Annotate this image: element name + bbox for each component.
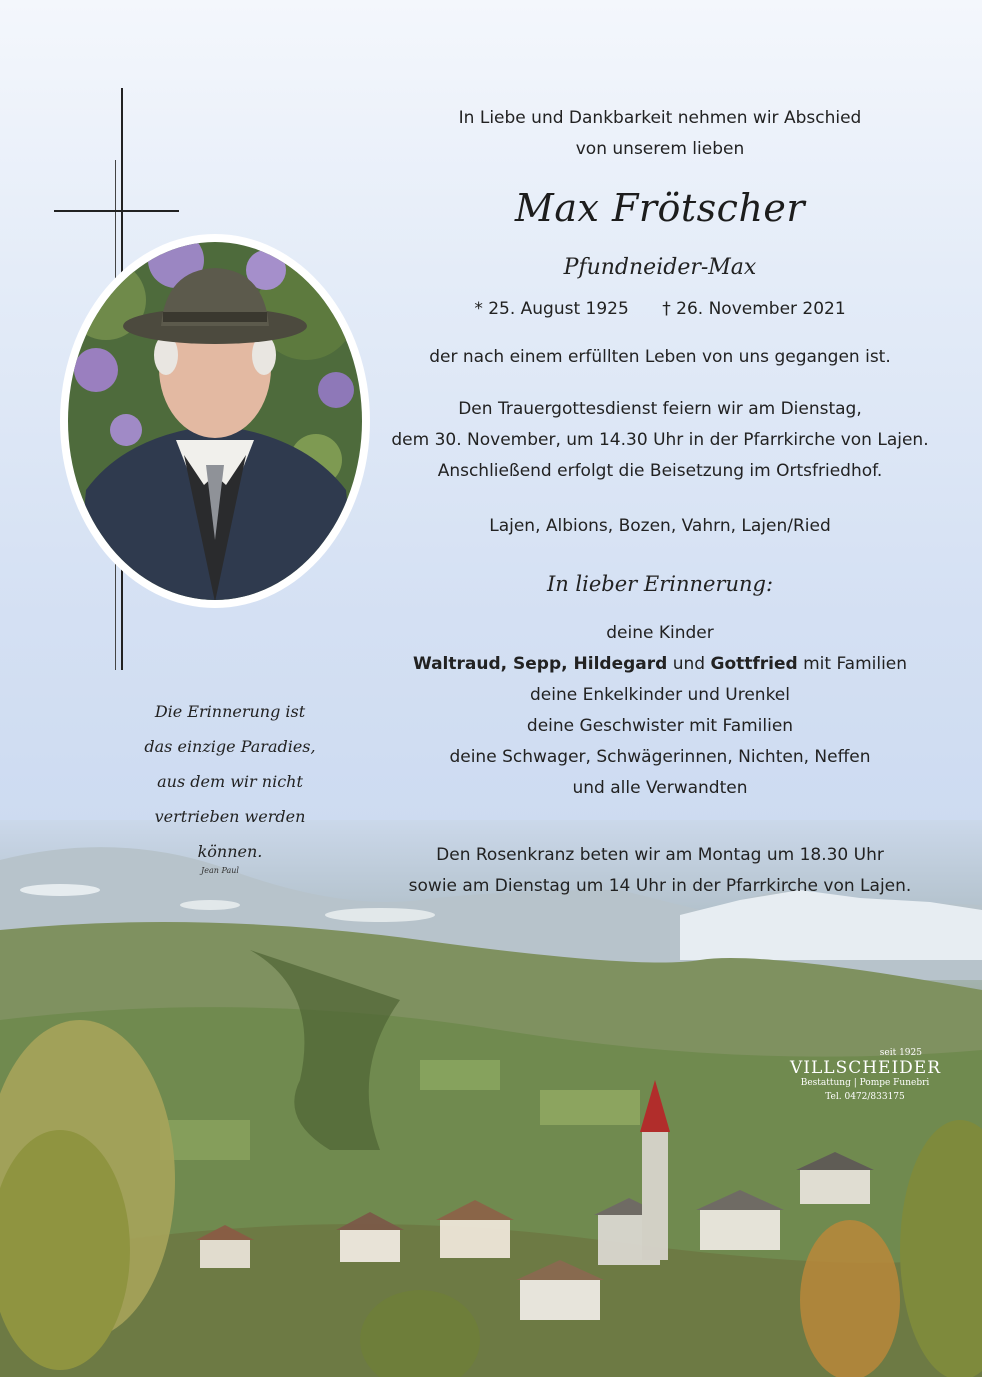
mourners-line: und alle Verwandten bbox=[572, 778, 748, 798]
mourners-line: deine Geschwister mit Familien bbox=[526, 716, 794, 736]
life-dates bbox=[380, 294, 940, 325]
deceased-name: Max Frötscher bbox=[514, 186, 806, 230]
separator: , bbox=[561, 654, 574, 674]
birth-date: * 25. August 1925 bbox=[474, 299, 629, 319]
funeral-service-text bbox=[380, 394, 940, 487]
memorial-quote bbox=[110, 694, 350, 869]
rosary-line: Den Rosenkranz beten wir am Montag um 18.30 Uhr bbox=[436, 845, 884, 865]
separator: , bbox=[500, 654, 514, 674]
quote-line: aus dem wir nicht bbox=[157, 772, 303, 791]
intro-text bbox=[380, 103, 940, 165]
with-families-text: mit Familien bbox=[797, 654, 908, 674]
logo-phone: Tel. 0472/833175 bbox=[825, 1092, 905, 1102]
rosary-line: sowie am Dienstag um 14 Uhr in der Pfarrkirche von Lajen. bbox=[408, 876, 912, 896]
passed-text: der nach einem erfüllten Leben von uns gegangen ist. bbox=[429, 347, 891, 367]
logo-since: seit 1925 bbox=[879, 1048, 922, 1058]
portrait-photo bbox=[66, 240, 364, 602]
quote-line: vertrieben werden bbox=[154, 807, 306, 826]
quote-line: Die Erinnerung ist bbox=[154, 702, 306, 721]
deceased-nickname: Pfundneider-Max bbox=[563, 255, 757, 280]
child-name: Gottfried bbox=[710, 654, 798, 674]
quote-line: können. bbox=[197, 842, 263, 861]
service-line: Den Trauergottesdienst feiern wir am Dienstag, bbox=[458, 399, 862, 419]
cross-horizontal-bar bbox=[54, 210, 179, 212]
mourners-line: deine Kinder bbox=[606, 623, 714, 643]
mourners-list bbox=[380, 618, 940, 804]
rosary-text bbox=[380, 840, 940, 902]
logo-name: VILLSCHEIDER bbox=[790, 1058, 942, 1078]
quote-line: das einzige Paradies, bbox=[144, 737, 316, 756]
death-date: † 26. November 2021 bbox=[662, 299, 846, 319]
service-line: Anschließend erfolgt die Beisetzung im Ortsfriedhof. bbox=[437, 461, 883, 481]
mourners-line: deine Schwager, Schwägerinnen, Nichten, Neffen bbox=[449, 747, 871, 767]
intro-line: von unserem lieben bbox=[575, 139, 745, 159]
remember-heading: In lieber Erinnerung: bbox=[546, 572, 774, 596]
child-name: Waltraud bbox=[412, 654, 501, 674]
quote-author: Jean Paul bbox=[201, 866, 239, 875]
intro-line: In Liebe und Dankbarkeit nehmen wir Abschied bbox=[458, 108, 862, 128]
portrait-frame bbox=[62, 236, 368, 606]
logo-subtitle: Bestattung | Pompe Funebri bbox=[800, 1078, 930, 1088]
and-word: und bbox=[667, 654, 711, 674]
children-names-line bbox=[380, 649, 940, 680]
places-text: Lajen, Albions, Bozen, Vahrn, Lajen/Ried bbox=[489, 516, 831, 536]
child-name: Hildegard bbox=[573, 654, 668, 674]
service-line: dem 30. November, um 14.30 Uhr in der Pfarrkirche von Lajen. bbox=[391, 430, 929, 450]
funeral-home-logo bbox=[790, 1048, 940, 1102]
mourners-line: deine Enkelkinder und Urenkel bbox=[530, 685, 790, 705]
child-name: Sepp bbox=[513, 654, 562, 674]
